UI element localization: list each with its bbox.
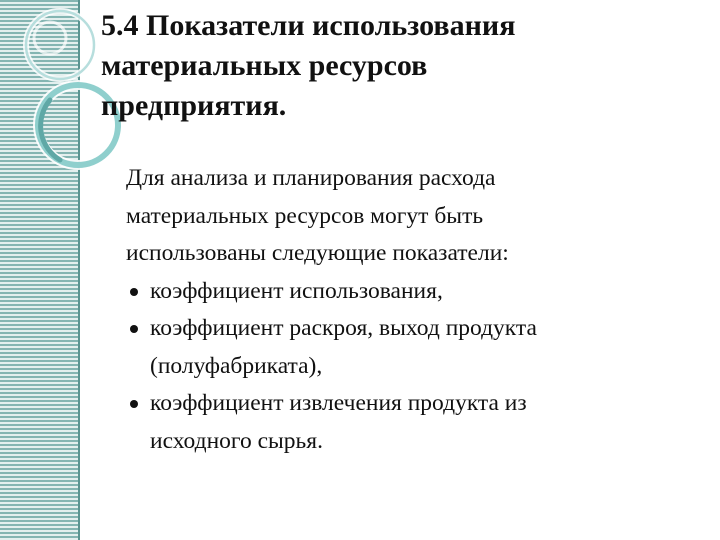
bullet-dot-icon [130, 400, 138, 408]
title-line: 5.4 Показатели использования [101, 9, 516, 42]
indicator-list [126, 273, 706, 461]
bullet-line: коэффициент использования, [150, 277, 443, 304]
bullet-dot-icon [130, 325, 138, 333]
intro-line: использованы следующие показатели: [126, 240, 509, 266]
bullet-line: (полуфабриката), [150, 352, 323, 379]
list-item [126, 310, 706, 385]
slide-title [101, 6, 701, 126]
slide-body [126, 160, 706, 460]
title-line: предприятия. [101, 89, 287, 122]
intro-paragraph [126, 160, 706, 273]
bullet-line: коэффициент извлечения продукта из [150, 390, 527, 416]
title-line: материальных ресурсов [101, 49, 428, 82]
intro-line: Для анализа и планирования расхода [126, 165, 496, 191]
bullet-line: коэффициент раскроя, выход продукта [150, 315, 537, 341]
bullet-dot-icon [130, 288, 138, 296]
list-item [126, 273, 706, 311]
intro-line: материальных ресурсов могут быть [126, 202, 484, 229]
list-item [126, 385, 706, 460]
bullet-line: исходного сырья. [150, 427, 323, 454]
